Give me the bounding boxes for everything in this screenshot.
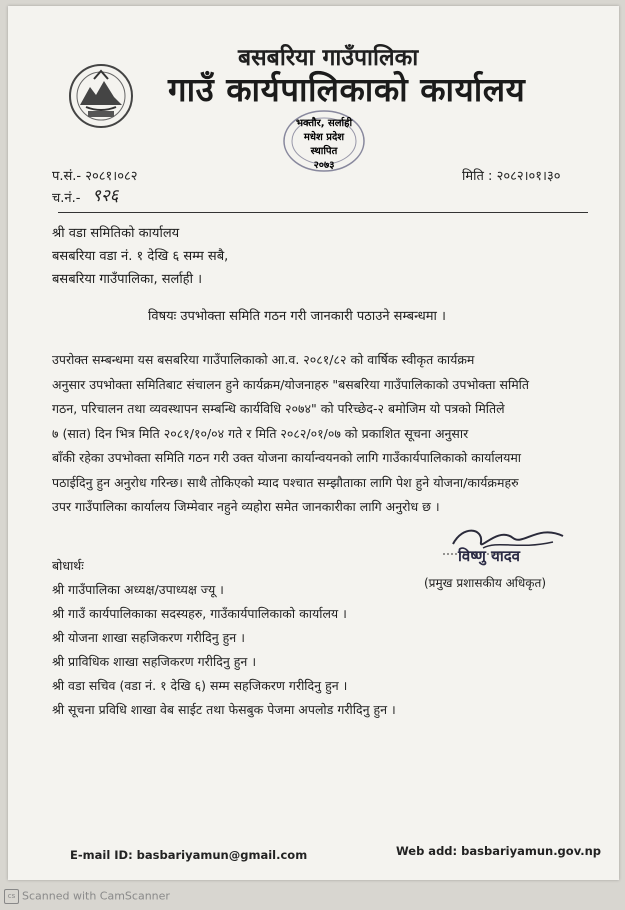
- cc-line: श्री सूचना प्रविधि शाखा वेब साईट तथा फेसबुक पेजमा अपलोड गरीदिनु हुन ।: [52, 702, 396, 717]
- footer-email: E-mail ID: basbariyamun@gmail.com: [70, 848, 308, 862]
- municipality-name: बसबरिया गाउँपालिका: [238, 45, 419, 71]
- body-line: ७ (सात) दिन भित्र मिति २०८१/१०/०४ गते र मिति २०८२/०१/०७ को प्रकाशित सूचना अनुसार: [52, 425, 469, 441]
- letter-date: मिति : २०८२।०१।३०: [462, 169, 561, 184]
- stamp-line: भक्तौर, सर्लाही: [295, 118, 353, 129]
- footer-website: Web add: basbariyamun.gov.np: [396, 844, 602, 858]
- cc-line: श्री योजना शाखा सहजिकरण गरीदिनु हुन ।: [52, 630, 245, 645]
- body-line: उपर गाउँपालिका कार्यालय जिम्मेवार नहुने व्यहोरा समेत जानकारीका लागि अनुरोध छ ।: [52, 499, 440, 514]
- body-line: अनुसार उपभोक्ता समितिबाट संचालन हुने कार्यक्रम/योजनाहरु "बसबरिया गाउँपालिकाको उपभोक्ता समिति: [52, 376, 530, 392]
- stamp-line: मधेश प्रदेश: [303, 132, 345, 143]
- cc-line: श्री वडा सचिव (वडा नं. १ देखि ६) सम्म सहजिकरण गरीदिनु हुन ।: [52, 678, 348, 693]
- camscanner-watermark: [4, 889, 170, 904]
- nepal-emblem-icon: [66, 61, 136, 131]
- office-name: गाउँ कार्यपालिकाको कार्यालय: [168, 70, 526, 109]
- office-stamp: [276, 104, 372, 178]
- body-line: उपरोक्त सम्बन्धमा यस बसबरिया गाउँपालिकाको आ.व. २०८१/८२ को वार्षिक स्वीकृत कार्यक्रम: [52, 352, 475, 367]
- body-line: गठन, परिचालन तथा व्यवस्थापन सम्बन्धि कार्यविधि २०७४" को परिच्छेद-२ बमोजिम यो पत्रको मितिले: [52, 401, 505, 416]
- recipient-line: बसबरिया वडा नं. १ देखि ६ सम्म सबै,: [52, 249, 229, 264]
- recipient-line: श्री वडा समितिको कार्यालय: [52, 226, 180, 241]
- letter-page: [8, 6, 619, 880]
- recipient-block: [52, 222, 228, 291]
- recipient-line: बसबरिया गाउँपालिका, सर्लाही ।: [52, 272, 203, 287]
- letter-body: [52, 348, 612, 520]
- cc-heading: बोधार्थः: [52, 558, 84, 573]
- cc-line: श्री प्राविधिक शाखा सहजिकरण गरीदिनु हुन ।: [52, 654, 257, 669]
- stamp-line: २०७३: [313, 160, 335, 171]
- cc-line: श्री गाउँ कार्यपालिकाका सदस्यहरु, गाउँकार्यपालिकाको कार्यालय ।: [52, 606, 347, 621]
- signatory-title: (प्रमुख प्रशासकीय अधिकृत): [424, 576, 547, 590]
- reference-number: प.सं.- २०८१।०८२: [52, 169, 138, 184]
- dispatch-label: च.नं.-: [52, 191, 81, 206]
- camscanner-logo-icon: cs: [4, 889, 19, 904]
- cc-line: श्री गाउँपालिका अध्यक्ष/उपाध्यक्ष ज्यू ।: [52, 582, 224, 597]
- stamp-line: स्थापित: [310, 146, 338, 157]
- cc-block: [52, 554, 396, 722]
- subject-line: विषयः उपभोक्ता समिति गठन गरी जानकारी पठाउने सम्बन्धमा ।: [148, 309, 446, 324]
- header-divider: [58, 212, 588, 213]
- watermark-text: Scanned with CamScanner: [22, 889, 170, 903]
- body-line: बाँकी रहेका उपभोक्ता समिति गठन गरी उक्त योजना कार्यान्वयनको लागि गाउँकार्यपालिकाको कार्यालयमा: [52, 450, 522, 465]
- body-line: पठाईदिनु हुन अनुरोध गरिन्छ। साथै तोकिएको म्याद पश्चात सम्झौताका लागि पेश हुने योजना/कार्यक्रमहरु: [52, 474, 519, 490]
- dispatch-number: ९२६: [92, 186, 119, 206]
- signatory-name: विष्णु यादव: [458, 547, 521, 565]
